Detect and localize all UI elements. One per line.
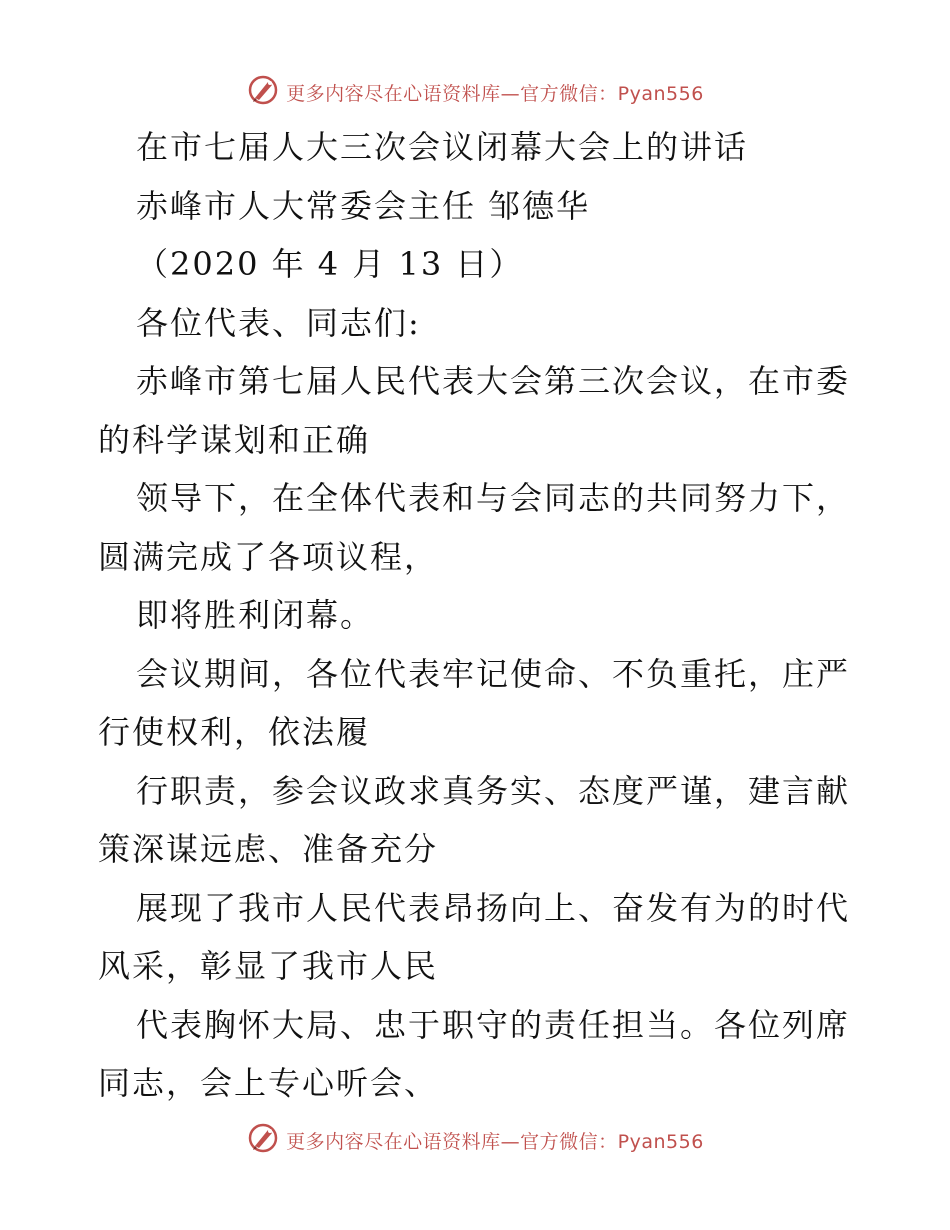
text-line: 即将胜利闭幕。 <box>136 596 375 634</box>
text-line: 各位代表、同志们: <box>136 303 421 342</box>
text-line: （2020 年 4 月 13 日） <box>136 245 524 283</box>
text-line: 同志，会上专心听会、 <box>98 1064 439 1102</box>
watermark-text: 更多内容尽在心语资料库—官方微信：Pyan556 <box>286 1130 704 1153</box>
text-line: 会议期间，各位代表牢记使命、不负重托，庄严 <box>136 654 851 693</box>
pen-logo-icon <box>246 1121 280 1159</box>
text-line: 代表胸怀大局、忠于职守的责任担当。各位列席 <box>136 1005 851 1044</box>
pen-logo-icon <box>246 73 280 111</box>
text-line: 在市七届人大三次会议闭幕大会上的讲话 <box>136 128 749 166</box>
text-line: 行职责，参会议政求真务实、态度严谨，建言献 <box>136 771 851 810</box>
watermark-text: 更多内容尽在心语资料库—官方微信：Pyan556 <box>286 82 704 105</box>
text-line: 赤峰市人大常委会主任 邹德华 <box>136 186 591 225</box>
document-body <box>98 118 858 1113</box>
text-line: 圆满完成了各项议程， <box>98 537 439 576</box>
text-line: 的科学谋划和正确 <box>98 420 371 459</box>
text-line: 策深谋远虑、准备充分 <box>98 830 439 868</box>
text-line: 风采，彰显了我市人民 <box>98 947 439 985</box>
footer-watermark <box>0 1120 950 1160</box>
text-line: 展现了我市人民代表昂扬向上、奋发有为的时代 <box>136 888 851 927</box>
text-line: 赤峰市第七届人民代表大会第三次会议，在市委 <box>136 362 851 400</box>
text-line: 行使权利，依法履 <box>98 713 371 751</box>
text-line: 领导下，在全体代表和与会同志的共同努力下， <box>136 479 851 517</box>
header-watermark <box>0 72 950 112</box>
